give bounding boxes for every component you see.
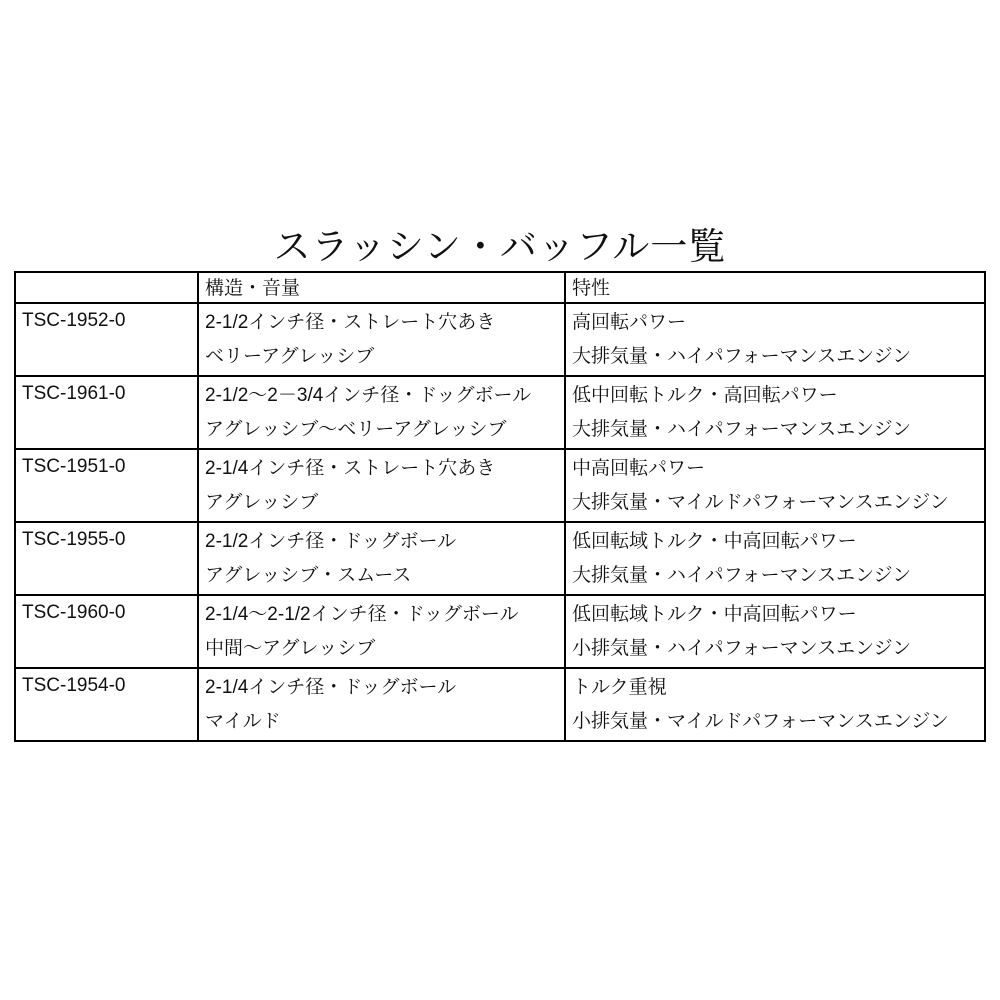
model-cell: [15, 376, 198, 449]
traits-cell: [565, 376, 985, 449]
model-number: TSC-1951-0: [22, 456, 126, 477]
model-number: TSC-1960-0: [22, 602, 126, 623]
volume-line: ベリーアグレッシブ: [205, 346, 375, 367]
traits-cell: [565, 668, 985, 741]
structure-line: 2-1/4インチ径・ストレート穴あき: [205, 458, 496, 479]
engine-line: 小排気量・マイルドパフォーマンスエンジン: [572, 711, 949, 732]
structure-cell: [198, 522, 565, 595]
structure-cell: [198, 595, 565, 668]
engine-line: 大排気量・ハイパフォーマンスエンジン: [572, 419, 912, 440]
volume-line: マイルド: [205, 711, 281, 732]
model-cell: [15, 449, 198, 522]
table-row: [15, 376, 985, 449]
traits-line: 高回転パワー: [572, 312, 687, 333]
page-title: スラッシン・バッフル一覧: [273, 225, 727, 267]
table-row: [15, 303, 985, 376]
model-cell: [15, 668, 198, 741]
volume-line: アグレッシブ・スムース: [205, 565, 412, 586]
model-number: TSC-1961-0: [22, 383, 126, 404]
traits-line: 低回転域トルク・中高回転パワー: [572, 531, 857, 552]
structure-line: 2-1/4インチ径・ドッグボール: [205, 677, 457, 698]
structure-cell: [198, 376, 565, 449]
structure-line: 2-1/2インチ径・ドッグボール: [205, 531, 457, 552]
table-row: [15, 449, 985, 522]
structure-cell: [198, 449, 565, 522]
structure-line: 2-1/4～2-1/2インチ径・ドッグボール: [205, 604, 519, 625]
header-structure-volume: 構造・音量: [198, 272, 565, 303]
baffle-spec-table: [14, 271, 986, 742]
traits-cell: [565, 449, 985, 522]
structure-line: 2-1/2～2－3/4インチ径・ドッグボール: [205, 385, 532, 406]
model-cell: [15, 303, 198, 376]
table-row: [15, 595, 985, 668]
traits-line: 低中回転トルク・高回転パワー: [572, 385, 838, 406]
engine-line: 小排気量・ハイパフォーマンスエンジン: [572, 638, 912, 659]
engine-line: 大排気量・マイルドパフォーマンスエンジン: [572, 492, 949, 513]
table-row: [15, 668, 985, 741]
volume-line: 中間～アグレッシブ: [205, 638, 376, 659]
traits-line: トルク重視: [572, 677, 667, 698]
traits-line: 低回転域トルク・中高回転パワー: [572, 604, 857, 625]
traits-cell: [565, 595, 985, 668]
model-cell: [15, 522, 198, 595]
header-characteristics: 特性: [565, 272, 985, 303]
engine-line: 大排気量・ハイパフォーマンスエンジン: [572, 346, 912, 367]
table-row: [15, 522, 985, 595]
model-cell: [15, 595, 198, 668]
model-number: TSC-1955-0: [22, 529, 126, 550]
model-number: TSC-1954-0: [22, 675, 126, 696]
volume-line: アグレッシブ～ベリーアグレッシブ: [205, 419, 507, 440]
traits-cell: [565, 303, 985, 376]
volume-line: アグレッシブ: [205, 492, 319, 513]
table-header-row: [15, 272, 985, 303]
header-model: [15, 272, 198, 303]
engine-line: 大排気量・ハイパフォーマンスエンジン: [572, 565, 912, 586]
structure-cell: [198, 303, 565, 376]
structure-line: 2-1/2インチ径・ストレート穴あき: [205, 312, 496, 333]
traits-cell: [565, 522, 985, 595]
model-number: TSC-1952-0: [22, 310, 126, 331]
structure-cell: [198, 668, 565, 741]
traits-line: 中高回転パワー: [572, 458, 706, 479]
